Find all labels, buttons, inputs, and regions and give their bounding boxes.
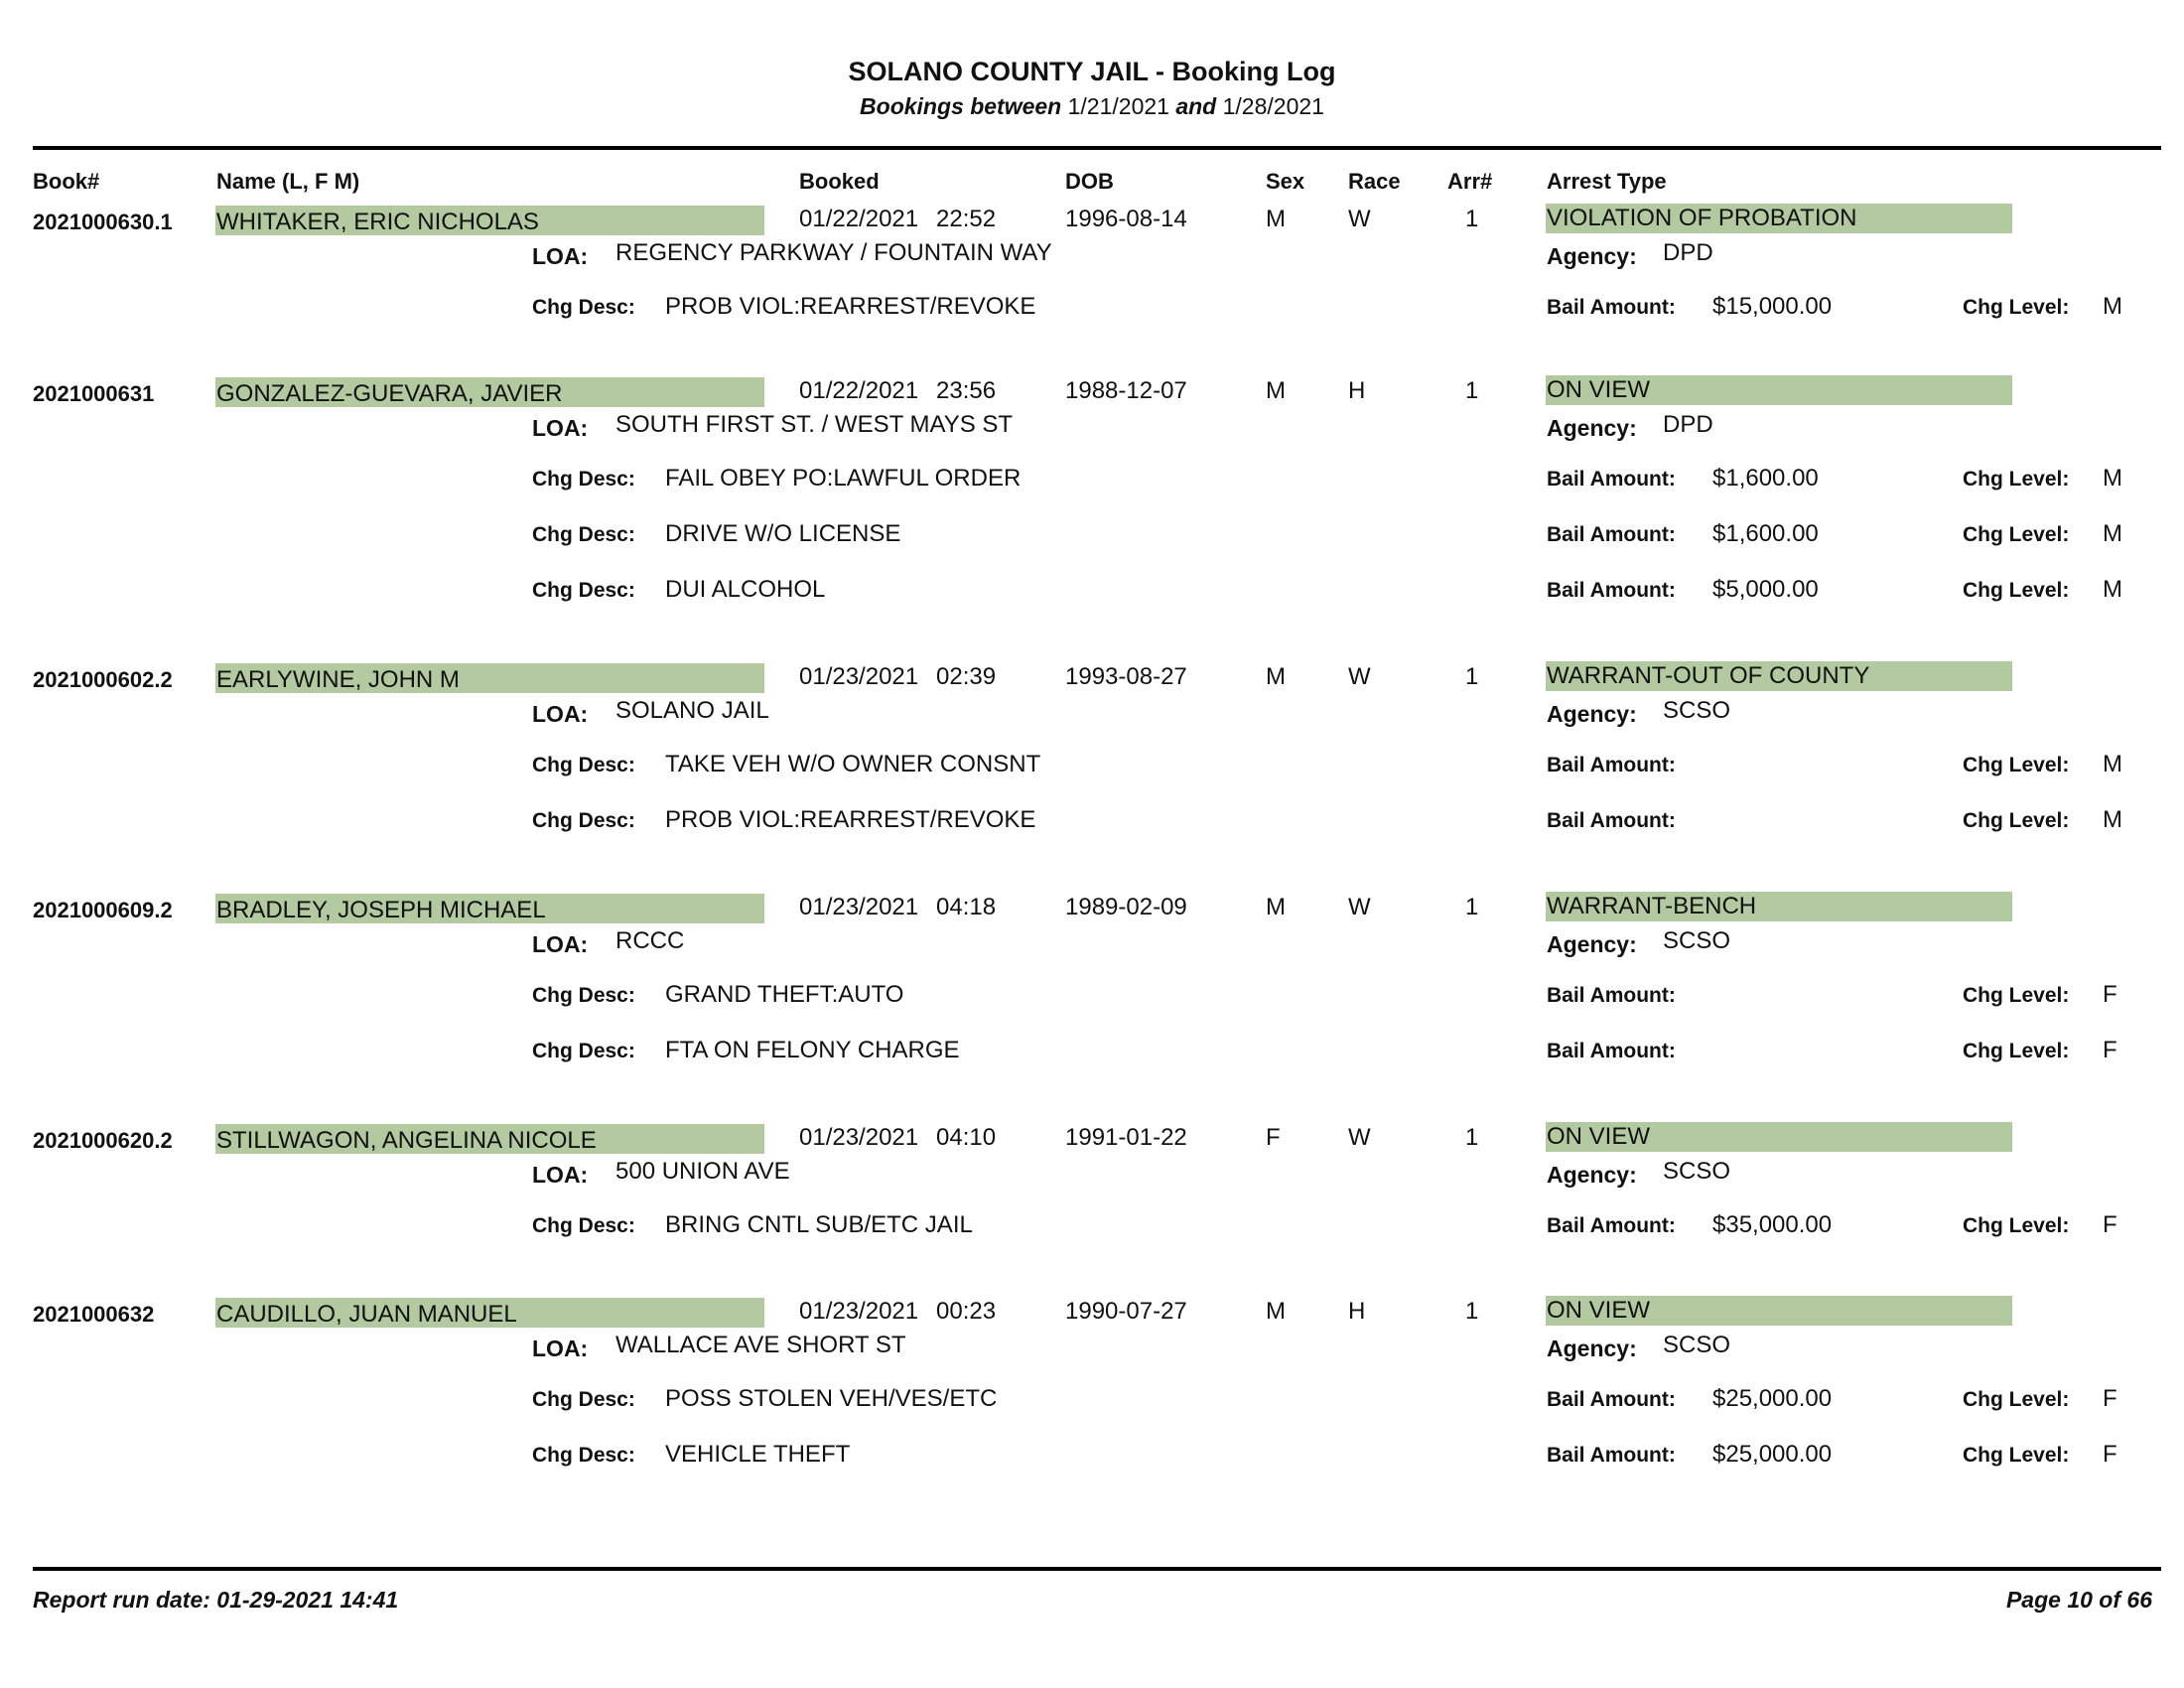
charge-level: M <box>2103 520 2122 547</box>
report-title: SOLANO COUNTY JAIL - Booking Log <box>848 57 1336 86</box>
chg-desc-label: Chg Desc: <box>532 523 635 546</box>
dob: 1989-02-09 <box>1065 894 1187 920</box>
bail-amount-label: Bail Amount: <box>1547 1444 1676 1467</box>
sex: M <box>1266 206 1286 232</box>
loa-label: LOA: <box>532 415 589 441</box>
dob: 1988-12-07 <box>1065 377 1187 404</box>
bail-amount: $5,000.00 <box>1712 576 1819 603</box>
col-header-race: Race <box>1348 169 1401 194</box>
arrest-number: 1 <box>1465 206 1479 232</box>
race: W <box>1348 894 1371 920</box>
footer-divider <box>33 1567 2161 1571</box>
bail-amount-label: Bail Amount: <box>1547 1214 1676 1237</box>
chg-desc-label: Chg Desc: <box>532 296 635 319</box>
col-header-arr: Arr# <box>1447 169 1493 194</box>
chg-level-label: Chg Level: <box>1963 296 2070 319</box>
chg-level-label: Chg Level: <box>1963 1388 2070 1411</box>
race: H <box>1348 1298 1366 1325</box>
arrest-type: VIOLATION OF PROBATION <box>1547 205 1857 231</box>
bail-amount: $25,000.00 <box>1712 1441 1833 1468</box>
col-header-book: Book# <box>33 169 100 194</box>
inmate-name: EARLYWINE, JOHN M <box>216 666 460 693</box>
bail-amount-label: Bail Amount: <box>1547 1040 1676 1062</box>
col-header-dob: DOB <box>1065 169 1114 194</box>
loa-value: REGENCY PARKWAY / FOUNTAIN WAY <box>615 239 1052 266</box>
chg-desc-label: Chg Desc: <box>532 579 635 602</box>
loa-label: LOA: <box>532 1336 589 1361</box>
charge-description: DRIVE W/O LICENSE <box>665 520 901 547</box>
inmate-name: GONZALEZ-GUEVARA, JAVIER <box>216 380 563 407</box>
charge-level: F <box>2103 1385 2117 1412</box>
inmate-name: STILLWAGON, ANGELINA NICOLE <box>216 1127 597 1154</box>
bail-amount-label: Bail Amount: <box>1547 296 1676 319</box>
arrest-number: 1 <box>1465 1298 1479 1325</box>
arrest-number: 1 <box>1465 1124 1479 1151</box>
sex: M <box>1266 1298 1286 1325</box>
chg-level-label: Chg Level: <box>1963 1040 2070 1062</box>
chg-desc-label: Chg Desc: <box>532 984 635 1007</box>
arrest-type: WARRANT-OUT OF COUNTY <box>1547 662 1870 689</box>
report-subtitle <box>0 93 2184 120</box>
chg-desc-label: Chg Desc: <box>532 468 635 491</box>
charge-description: PROB VIOL:REARREST/REVOKE <box>665 806 1036 833</box>
booked-time: 04:18 <box>936 894 997 920</box>
charge-level: M <box>2103 751 2122 777</box>
charge-description: FTA ON FELONY CHARGE <box>665 1037 960 1063</box>
agency-label: Agency: <box>1547 1162 1637 1188</box>
chg-desc-label: Chg Desc: <box>532 754 635 776</box>
chg-level-label: Chg Level: <box>1963 468 2070 491</box>
sex: M <box>1266 663 1286 690</box>
loa-label: LOA: <box>532 931 589 957</box>
arrest-type: ON VIEW <box>1547 1123 1651 1150</box>
book-number: 2021000602.2 <box>33 667 173 692</box>
agency-label: Agency: <box>1547 701 1637 727</box>
col-header-sex: Sex <box>1266 169 1305 194</box>
bail-amount-label: Bail Amount: <box>1547 523 1676 546</box>
bail-amount: $1,600.00 <box>1712 520 1819 547</box>
arrest-type: ON VIEW <box>1547 376 1651 403</box>
report-run-date: Report run date: 01-29-2021 14:41 <box>33 1587 399 1613</box>
inmate-name: BRADLEY, JOSEPH MICHAEL <box>216 897 546 923</box>
chg-level-label: Chg Level: <box>1963 809 2070 832</box>
charge-level: M <box>2103 806 2122 833</box>
loa-value: RCCC <box>615 927 685 954</box>
col-header-arrest-type: Arrest Type <box>1547 169 1667 194</box>
race: H <box>1348 377 1366 404</box>
loa-value: 500 UNION AVE <box>615 1158 790 1185</box>
booked-time: 23:56 <box>936 377 997 404</box>
charge-level: M <box>2103 293 2122 320</box>
booked-date: 01/23/2021 <box>799 1124 919 1151</box>
booked-date: 01/22/2021 <box>799 206 919 232</box>
bail-amount: $15,000.00 <box>1712 293 1833 320</box>
bail-amount-label: Bail Amount: <box>1547 1388 1676 1411</box>
sex: M <box>1266 894 1286 920</box>
bail-amount: $1,600.00 <box>1712 465 1819 492</box>
booked-time: 02:39 <box>936 663 997 690</box>
inmate-name: CAUDILLO, JUAN MANUEL <box>216 1301 517 1328</box>
bail-amount-label: Bail Amount: <box>1547 579 1676 602</box>
bail-amount-label: Bail Amount: <box>1547 754 1676 776</box>
header-divider <box>33 146 2161 150</box>
sex: F <box>1266 1124 1281 1151</box>
loa-label: LOA: <box>532 1162 589 1188</box>
inmate-name: WHITAKER, ERIC NICHOLAS <box>216 209 539 235</box>
loa-value: WALLACE AVE SHORT ST <box>615 1332 906 1358</box>
bail-amount-label: Bail Amount: <box>1547 468 1676 491</box>
dob: 1993-08-27 <box>1065 663 1187 690</box>
loa-value: SOUTH FIRST ST. / WEST MAYS ST <box>615 411 1014 438</box>
col-header-booked: Booked <box>799 169 880 194</box>
charge-description: BRING CNTL SUB/ETC JAIL <box>665 1211 973 1238</box>
bail-amount-label: Bail Amount: <box>1547 809 1676 832</box>
charge-level: F <box>2103 981 2117 1008</box>
chg-desc-label: Chg Desc: <box>532 1040 635 1062</box>
charge-level: F <box>2103 1211 2117 1238</box>
dob: 1991-01-22 <box>1065 1124 1187 1151</box>
booked-date: 01/23/2021 <box>799 1298 919 1325</box>
bail-amount-label: Bail Amount: <box>1547 984 1676 1007</box>
agency-label: Agency: <box>1547 1336 1637 1361</box>
arrest-number: 1 <box>1465 894 1479 920</box>
race: W <box>1348 206 1371 232</box>
agency-value: SCSO <box>1663 927 1731 954</box>
chg-level-label: Chg Level: <box>1963 1444 2070 1467</box>
booked-time: 00:23 <box>936 1298 997 1325</box>
charge-level: M <box>2103 465 2122 492</box>
book-number: 2021000620.2 <box>33 1128 173 1153</box>
charge-description: VEHICLE THEFT <box>665 1441 851 1468</box>
sex: M <box>1266 377 1286 404</box>
race: W <box>1348 663 1371 690</box>
charge-description: FAIL OBEY PO:LAWFUL ORDER <box>665 465 1022 492</box>
charge-description: PROB VIOL:REARREST/REVOKE <box>665 293 1036 320</box>
agency-value: SCSO <box>1663 1332 1731 1358</box>
bail-amount: $35,000.00 <box>1712 1211 1833 1238</box>
chg-level-label: Chg Level: <box>1963 754 2070 776</box>
charge-description: POSS STOLEN VEH/VES/ETC <box>665 1385 998 1412</box>
chg-level-label: Chg Level: <box>1963 579 2070 602</box>
charge-description: TAKE VEH W/O OWNER CONSNT <box>665 751 1041 777</box>
agency-value: DPD <box>1663 239 1713 266</box>
chg-desc-label: Chg Desc: <box>532 1444 635 1467</box>
charge-level: F <box>2103 1441 2117 1468</box>
agency-label: Agency: <box>1547 415 1637 441</box>
arrest-type: ON VIEW <box>1547 1297 1651 1324</box>
chg-level-label: Chg Level: <box>1963 523 2070 546</box>
booked-date: 01/23/2021 <box>799 894 919 920</box>
date-to: 1/28/2021 <box>1222 93 1324 119</box>
arrest-number: 1 <box>1465 377 1479 404</box>
booked-date: 01/22/2021 <box>799 377 919 404</box>
agency-value: SCSO <box>1663 697 1731 724</box>
race: W <box>1348 1124 1371 1151</box>
subtitle-and: and <box>1175 93 1217 119</box>
col-header-name: Name (L, F M) <box>216 169 360 194</box>
agency-label: Agency: <box>1547 931 1637 957</box>
chg-level-label: Chg Level: <box>1963 984 2070 1007</box>
booked-time: 22:52 <box>936 206 997 232</box>
book-number: 2021000632 <box>33 1302 155 1327</box>
agency-value: SCSO <box>1663 1158 1731 1185</box>
bail-amount: $25,000.00 <box>1712 1385 1833 1412</box>
dob: 1990-07-27 <box>1065 1298 1187 1325</box>
page-number: Page 10 of 66 <box>2005 1587 2152 1613</box>
book-number: 2021000630.1 <box>33 210 173 234</box>
date-from: 1/21/2021 <box>1067 93 1169 119</box>
subtitle-prefix: Bookings between <box>860 93 1062 119</box>
book-number: 2021000609.2 <box>33 898 173 922</box>
chg-desc-label: Chg Desc: <box>532 1388 635 1411</box>
chg-desc-label: Chg Desc: <box>532 1214 635 1237</box>
charge-level: M <box>2103 576 2122 603</box>
loa-value: SOLANO JAIL <box>615 697 769 724</box>
arrest-number: 1 <box>1465 663 1479 690</box>
booked-date: 01/23/2021 <box>799 663 919 690</box>
book-number: 2021000631 <box>33 381 155 406</box>
charge-description: DUI ALCOHOL <box>665 576 826 603</box>
arrest-type: WARRANT-BENCH <box>1547 893 1757 919</box>
chg-level-label: Chg Level: <box>1963 1214 2070 1237</box>
agency-value: DPD <box>1663 411 1713 438</box>
charge-level: F <box>2103 1037 2117 1063</box>
booked-time: 04:10 <box>936 1124 997 1151</box>
chg-desc-label: Chg Desc: <box>532 809 635 832</box>
dob: 1996-08-14 <box>1065 206 1187 232</box>
agency-label: Agency: <box>1547 243 1637 269</box>
loa-label: LOA: <box>532 701 589 727</box>
loa-label: LOA: <box>532 243 589 269</box>
charge-description: GRAND THEFT:AUTO <box>665 981 904 1008</box>
